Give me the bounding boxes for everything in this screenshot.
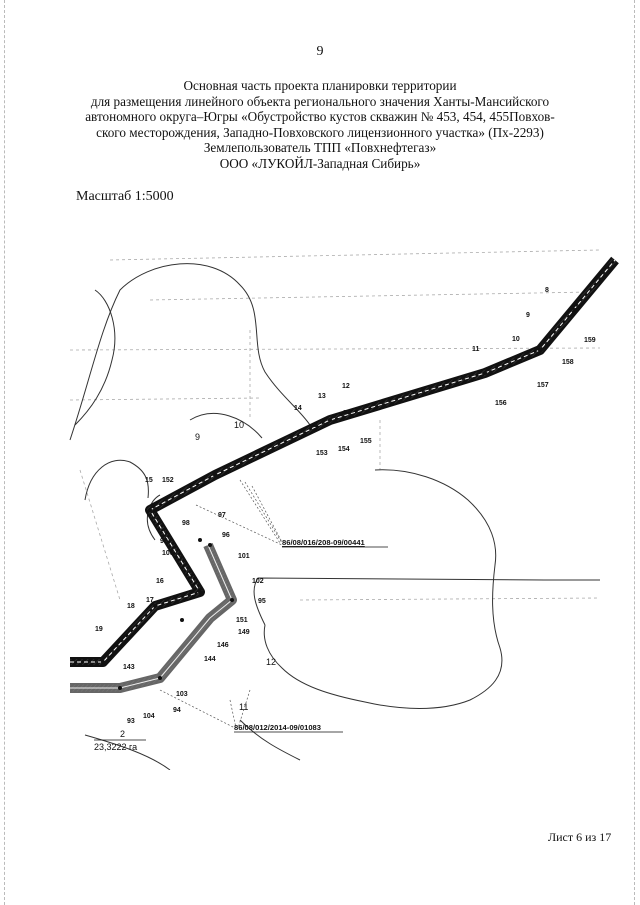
point-label: 8 [545, 287, 549, 294]
header-line: для размещения линейного объекта регионального значения Ханты-Мансийского [90, 93, 550, 109]
point-label: 143 [123, 664, 135, 671]
point-label: 146 [217, 642, 229, 649]
header-line: ООО «ЛУКОЙЛ-Западная Сибирь» [219, 155, 421, 171]
point-label: 101 [238, 553, 250, 560]
header-line: Землепользователь ТПП «Повхнефтегаз» [203, 140, 437, 156]
header-line: ского месторождения, Западно-Повховского лицензионного участка» (Пх-2293) [96, 124, 544, 140]
point-label: 94 [173, 707, 181, 714]
cadastral-number: 86/08/016/208-09/00441 [282, 538, 365, 547]
point-label: 98 [182, 520, 190, 527]
sheet-number: Лист 6 из 17 [548, 830, 612, 844]
point-label: 149 [238, 629, 250, 636]
point-label: 93 [127, 718, 135, 725]
point-label: 158 [562, 359, 574, 366]
point-label: 11 [472, 346, 480, 353]
point-label: 15 [145, 477, 153, 484]
point-label: 12 [342, 383, 350, 390]
point-label: 96 [222, 532, 230, 539]
point-label: 9 [526, 312, 530, 319]
point-label: 9 [195, 432, 201, 442]
point-label: 104 [143, 713, 155, 720]
point-label: 154 [338, 446, 350, 453]
point-label: 16 [156, 578, 164, 585]
point-label: 100 [162, 550, 174, 557]
point-label: 99 [160, 538, 168, 545]
point-label: 152 [162, 477, 174, 484]
point-label: 13 [318, 393, 326, 400]
point-label: 19 [95, 626, 103, 633]
point-label: 159 [584, 337, 596, 344]
left-page-edge [4, 0, 5, 905]
point-label: 155 [360, 438, 372, 445]
point-label: 156 [495, 400, 507, 407]
point-label: 151 [236, 617, 248, 624]
point-label: 97 [218, 512, 226, 519]
point-label: 18 [127, 603, 135, 610]
point-label: 95 [258, 598, 266, 605]
point-label: 102 [252, 578, 264, 585]
point-label: 157 [537, 382, 549, 389]
header-line: Основная часть проекта планировки территории [183, 78, 457, 93]
point-label: 10 [234, 420, 245, 430]
point-label: 17 [146, 597, 154, 604]
point-label: 10 [512, 336, 520, 343]
right-page-edge [634, 0, 635, 905]
point-label: 103 [176, 691, 188, 698]
parcel-number: 2 [120, 729, 126, 739]
point-label: 14 [294, 405, 302, 412]
point-label: 153 [316, 450, 328, 457]
cadastral-number: 86/08/012/2014-09/01083 [234, 723, 321, 732]
planning-map [55, 235, 630, 770]
point-label: 12 [266, 657, 277, 667]
point-label: 144 [204, 656, 216, 663]
parcel-area: 23,3222 га [94, 742, 138, 752]
point-label: 11 [239, 702, 249, 712]
terrain-contours [70, 250, 600, 600]
header-line: автономного округа–Югры «Обустройство кустов скважин № 453, 454, 455Повхов- [85, 109, 555, 125]
page-number: 9 [316, 44, 324, 59]
document-header [40, 78, 600, 172]
map-scale: Масштаб 1:5000 [76, 189, 174, 204]
